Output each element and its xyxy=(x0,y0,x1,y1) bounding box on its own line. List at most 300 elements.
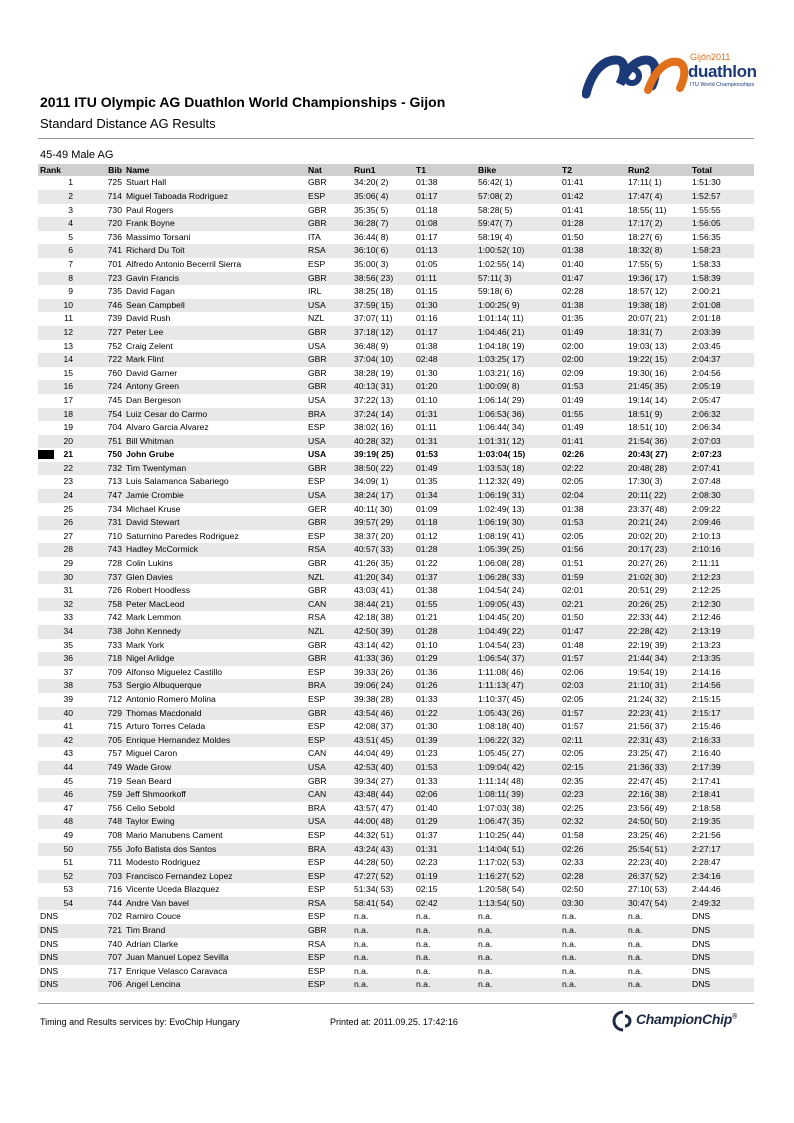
cell-t1: 01:36 xyxy=(416,666,438,677)
cell-run1: 37:22( 13) xyxy=(354,394,394,405)
cell-rank: 19 xyxy=(63,422,73,433)
cell-run2: 22:33( 44) xyxy=(628,612,668,623)
cell-total: 1:58:33 xyxy=(692,258,721,269)
cell-t2: 01:57 xyxy=(562,721,584,732)
cell-bike: 1:16:27( 52) xyxy=(478,870,525,881)
cell-bike: 59:47( 7) xyxy=(478,218,513,229)
cell-total: 2:03:45 xyxy=(692,340,721,351)
cell-t2: 02:05 xyxy=(562,693,584,704)
cell-t1: 01:17 xyxy=(416,231,438,242)
cell-nat: GER xyxy=(308,503,327,514)
cell-rank: 46 xyxy=(63,789,73,800)
table-row xyxy=(38,829,754,843)
cell-run1: 36:44( 8) xyxy=(354,231,389,242)
cell-bib: 733 xyxy=(107,639,122,650)
cell-run2: 17:17( 2) xyxy=(628,218,663,229)
cell-t1: 01:19 xyxy=(416,870,438,881)
cell-run1: 40:57( 33) xyxy=(354,544,394,555)
cell-total: 2:09:46 xyxy=(692,517,721,528)
cell-name: Bill Whitman xyxy=(126,435,174,446)
cell-bib: 710 xyxy=(107,530,122,541)
cell-t1: 01:17 xyxy=(416,326,438,337)
cell-rank: DNS xyxy=(40,938,59,949)
cell-rank: 47 xyxy=(63,802,73,813)
cell-bib: 714 xyxy=(107,191,122,201)
cell-run1: 43:03( 41) xyxy=(354,585,394,596)
cell-run1: 34:20( 2) xyxy=(354,177,389,188)
cell-t1: 01:31 xyxy=(416,843,438,854)
cell-name: Peter Lee xyxy=(126,326,164,337)
cell-t2: 02:03 xyxy=(562,680,584,691)
cell-bib: 715 xyxy=(107,721,122,732)
cell-rank: 44 xyxy=(63,761,73,772)
cell-total: DNS xyxy=(692,965,711,976)
cell-rank: 40 xyxy=(63,707,73,718)
cell-bib: 751 xyxy=(107,435,122,446)
cell-total: 2:05:47 xyxy=(692,394,721,405)
cell-name: Glen Davies xyxy=(126,571,173,582)
cell-rank: 45 xyxy=(63,775,73,786)
cell-bike: 1:01:31( 12) xyxy=(478,435,525,446)
cell-bike: 1:06:28( 33) xyxy=(478,571,525,582)
cell-run2: 18:32( 8) xyxy=(628,245,663,256)
cell-total: 2:07:48 xyxy=(692,476,721,487)
table-row xyxy=(38,843,754,857)
cell-run1: 38:24( 17) xyxy=(354,490,394,501)
cell-bike: 1:03:04( 15) xyxy=(478,449,526,460)
cell-t2: 01:58 xyxy=(562,829,584,840)
cell-nat: ESP xyxy=(308,191,326,201)
cell-run2: 22:16( 38) xyxy=(628,789,668,800)
cell-t1: 01:28 xyxy=(416,626,438,636)
cell-bike: 1:06:19( 31) xyxy=(478,490,525,501)
cell-nat: RSA xyxy=(308,897,326,908)
cell-run2: 17:11( 1) xyxy=(628,177,662,188)
cell-bike: 56:42( 1) xyxy=(478,177,513,188)
table-row xyxy=(38,652,754,666)
cell-nat: ESP xyxy=(308,965,326,976)
cell-run2: 18:51( 9) xyxy=(628,408,663,419)
cell-run2: 18:31( 7) xyxy=(628,326,663,337)
cell-run1: 35:00( 3) xyxy=(354,258,389,269)
cell-total: 2:18:41 xyxy=(692,789,721,800)
cell-bike: 1:06:53( 36) xyxy=(478,408,525,419)
col-header-bike: Bike xyxy=(478,165,497,175)
cell-nat: RSA xyxy=(308,612,326,623)
cell-bib: 738 xyxy=(107,626,122,636)
results-header-row xyxy=(38,164,754,176)
cell-t1: 01:29 xyxy=(416,653,438,664)
cell-bike: 58:28( 5) xyxy=(478,204,513,215)
cell-name: Andre Van bavel xyxy=(126,897,189,908)
cell-total: 2:13:19 xyxy=(692,626,721,636)
championchip-icon xyxy=(612,1010,634,1032)
cell-t1: 01:30 xyxy=(416,367,438,378)
cell-name: Angel Lencina xyxy=(126,979,181,990)
cell-run2: 20:21( 24) xyxy=(628,517,668,528)
cell-bib: 739 xyxy=(107,313,122,324)
cell-name: Alfonso Miguelez Castillo xyxy=(126,666,223,677)
cell-run2: 19:38( 18) xyxy=(628,299,668,310)
cell-rank: 43 xyxy=(63,748,73,759)
cell-run2: 19:03( 13) xyxy=(628,340,668,351)
cell-run2: 17:55( 5) xyxy=(628,258,663,269)
cell-total: 2:44:46 xyxy=(692,884,721,895)
cell-bike: 1:03:21( 16) xyxy=(478,367,525,378)
cell-total: 2:09:22 xyxy=(692,503,721,514)
cell-nat: GBR xyxy=(308,707,327,718)
cell-bib: 755 xyxy=(107,843,122,854)
cell-nat: GBR xyxy=(308,367,327,378)
cell-t2: 01:40 xyxy=(562,258,584,269)
cell-t2: 02:26 xyxy=(562,843,584,854)
cell-bib: 745 xyxy=(107,394,122,405)
cell-rank: 8 xyxy=(68,272,73,283)
cell-name: Peter MacLeod xyxy=(126,598,185,609)
cell-t2: 01:42 xyxy=(562,191,584,201)
cell-t1: 01:33 xyxy=(416,775,438,786)
cell-rank: DNS xyxy=(40,979,59,990)
cell-rank: 10 xyxy=(63,299,73,310)
cell-total: DNS xyxy=(692,979,711,990)
cell-t1: 01:53 xyxy=(416,449,438,460)
cell-t1: 01:37 xyxy=(416,829,438,840)
cell-bike: 1:06:14( 29) xyxy=(478,394,525,405)
cell-t1: 01:38 xyxy=(416,340,438,351)
cell-bib: 729 xyxy=(107,707,122,718)
cell-bib: 713 xyxy=(107,476,122,487)
cell-t1: 01:12 xyxy=(416,530,438,541)
cell-run1: n.a. xyxy=(354,938,369,949)
cell-run1: 38:25( 18) xyxy=(354,286,394,297)
cell-nat: BRA xyxy=(308,802,326,813)
cell-bib: 744 xyxy=(107,897,122,908)
cell-run2: 18:51( 10) xyxy=(628,422,668,433)
cell-t2: 02:11 xyxy=(562,734,583,745)
cell-name: Luiz Cesar do Carmo xyxy=(126,408,208,419)
cell-bib: 756 xyxy=(107,802,122,813)
cell-nat: NZL xyxy=(308,626,325,636)
highlight-marker xyxy=(38,450,54,459)
cell-t2: n.a. xyxy=(562,911,577,922)
cell-name: Enrique Velasco Caravaca xyxy=(126,965,228,976)
cell-rank: 38 xyxy=(63,680,73,691)
cell-run1: 44:28( 50) xyxy=(354,857,394,868)
cell-rank: 39 xyxy=(63,693,73,704)
cell-run2: 21:54( 36) xyxy=(628,435,668,446)
cell-t2: n.a. xyxy=(562,952,577,963)
cell-t1: 01:05 xyxy=(416,258,438,269)
footer-divider xyxy=(38,1003,754,1004)
cell-run1: 43:48( 44) xyxy=(354,789,394,800)
cell-run2: 21:02( 30) xyxy=(628,571,668,582)
cell-bike: 1:05:45( 27) xyxy=(478,748,525,759)
cell-bike: 1:00:25( 9) xyxy=(478,299,520,310)
cell-total: 2:01:08 xyxy=(692,299,721,310)
cell-total: 1:58:39 xyxy=(692,272,721,283)
cell-t2: 02:01 xyxy=(562,585,584,596)
cell-t1: 01:38 xyxy=(416,177,438,188)
cell-bib: 728 xyxy=(107,558,122,569)
table-row xyxy=(38,693,754,707)
cell-run1: 40:11( 30) xyxy=(354,503,393,514)
cell-nat: USA xyxy=(308,449,327,460)
cell-name: Gavin Francis xyxy=(126,272,180,283)
cell-t2: 02:32 xyxy=(562,816,584,827)
cell-name: Nigel Arlidge xyxy=(126,653,175,664)
cell-name: Stuart Hall xyxy=(126,177,167,188)
cell-run1: n.a. xyxy=(354,979,369,990)
cell-nat: RSA xyxy=(308,544,326,555)
cell-name: Paul Rogers xyxy=(126,204,174,215)
cell-run2: 21:24( 32) xyxy=(628,693,668,704)
cell-run2: 21:45( 35) xyxy=(628,381,668,392)
table-row xyxy=(38,285,754,299)
cell-run2: 22:23( 41) xyxy=(628,707,668,718)
cell-total: 2:07:41 xyxy=(692,462,721,473)
cell-run2: 23:56( 49) xyxy=(628,802,668,813)
table-row xyxy=(38,639,754,653)
cell-name: Francisco Fernandez Lopez xyxy=(126,870,233,881)
cell-name: Mario Manubens Cament xyxy=(126,829,223,840)
cell-run1: 43:24( 43) xyxy=(354,843,394,854)
logo-subtitle: ITU World Championships xyxy=(690,82,755,88)
cell-t1: 01:38 xyxy=(416,585,438,596)
cell-t1: 02:48 xyxy=(416,354,438,365)
cell-t2: 02:00 xyxy=(562,340,584,351)
table-row xyxy=(38,679,754,693)
col-header-name: Name xyxy=(126,165,150,175)
table-row xyxy=(38,924,754,938)
table-row xyxy=(38,707,754,721)
cell-rank: 28 xyxy=(63,544,73,555)
cell-run1: 41:20( 34) xyxy=(354,571,394,582)
cell-t2: 02:23 xyxy=(562,789,584,800)
cell-run1: 39:19( 25) xyxy=(354,449,394,460)
cell-t2: 01:47 xyxy=(562,272,584,283)
cell-bike: 1:01:14( 11) xyxy=(478,313,524,324)
results-body xyxy=(38,176,754,992)
cell-nat: GBR xyxy=(308,354,327,365)
col-header-total: Total xyxy=(692,165,712,175)
cell-t2: n.a. xyxy=(562,979,577,990)
cell-bib: 721 xyxy=(107,925,122,936)
cell-t2: 01:41 xyxy=(562,435,584,446)
cell-total: 2:18:58 xyxy=(692,802,721,813)
cell-bib: 759 xyxy=(107,789,122,800)
cell-t1: 01:09 xyxy=(416,503,438,514)
cell-bib: 742 xyxy=(107,612,122,623)
cell-t2: 01:53 xyxy=(562,517,584,528)
cell-run1: 41:33( 36) xyxy=(354,653,394,664)
cell-t2: 02:28 xyxy=(562,870,584,881)
cell-bib: 746 xyxy=(107,299,122,310)
cell-bike: 1:08:18( 40) xyxy=(478,721,525,732)
cell-run2: 17:30( 3) xyxy=(628,476,663,487)
cell-run2: 30:47( 54) xyxy=(628,897,668,908)
cell-rank: 6 xyxy=(68,245,73,256)
cell-t2: 01:59 xyxy=(562,571,584,582)
cell-t1: 01:30 xyxy=(416,299,438,310)
table-row xyxy=(38,720,754,734)
cell-run2: 25:54( 51) xyxy=(628,843,668,854)
cell-nat: ESP xyxy=(308,422,326,433)
cell-bike: 1:04:54( 23) xyxy=(478,639,525,650)
table-row xyxy=(38,747,754,761)
cell-t2: 01:38 xyxy=(562,503,584,514)
cell-run2: 20:17( 23) xyxy=(628,544,668,555)
table-row xyxy=(38,204,754,218)
cell-nat: GBR xyxy=(308,272,327,283)
cell-t2: 02:09 xyxy=(562,367,584,378)
cell-bib: 731 xyxy=(107,517,122,528)
table-row xyxy=(38,965,754,979)
cell-t2: 01:47 xyxy=(562,626,584,636)
table-row xyxy=(38,312,754,326)
cell-nat: ESP xyxy=(308,258,326,269)
cell-run2: 19:14( 14) xyxy=(628,394,668,405)
cell-rank: 52 xyxy=(63,870,73,881)
cell-bib: 701 xyxy=(107,258,122,269)
table-row xyxy=(38,326,754,340)
cell-run2: 19:22( 15) xyxy=(628,354,668,365)
cell-total: 2:13:35 xyxy=(692,653,721,664)
cell-name: Richard Du Toit xyxy=(126,245,185,256)
cell-run1: 38:44( 21) xyxy=(354,598,394,609)
table-row xyxy=(38,897,754,911)
cell-nat: RSA xyxy=(308,245,326,256)
championchip-logo xyxy=(612,1008,762,1034)
cell-total: 2:10:13 xyxy=(692,530,721,541)
cell-rank: 54 xyxy=(63,897,73,908)
col-header-run2: Run2 xyxy=(628,165,650,175)
cell-t2: 01:35 xyxy=(562,313,584,324)
cell-nat: GBR xyxy=(308,381,327,392)
cell-nat: USA xyxy=(308,761,326,772)
cell-rank: 9 xyxy=(68,286,73,297)
cell-bike: n.a. xyxy=(478,938,493,949)
cell-name: David Garner xyxy=(126,367,178,378)
cell-rank: 51 xyxy=(63,857,73,868)
cell-t2: n.a. xyxy=(562,925,577,936)
cell-total: 1:58:23 xyxy=(692,245,721,256)
cell-bike: 57:11( 3) xyxy=(478,272,512,283)
cell-t2: 02:15 xyxy=(562,761,584,772)
cell-total: 2:06:32 xyxy=(692,408,721,419)
cell-t2: 01:38 xyxy=(562,299,584,310)
cell-total: 1:51:30 xyxy=(692,177,721,188)
table-row xyxy=(38,244,754,258)
cell-bike: 1:08:19( 41) xyxy=(478,530,525,541)
cell-name: Jeff Shmoorkoff xyxy=(126,789,186,800)
cell-run2: n.a. xyxy=(628,911,643,922)
cell-t1: 01:29 xyxy=(416,816,438,827)
cell-nat: ESP xyxy=(308,979,326,990)
cell-run1: 35:06( 4) xyxy=(354,191,389,201)
cell-bib: 740 xyxy=(107,938,122,949)
cell-t1: 02:23 xyxy=(416,857,438,868)
cell-nat: ESP xyxy=(308,857,326,868)
cell-t2: 01:48 xyxy=(562,639,584,650)
cell-nat: GBR xyxy=(308,775,327,786)
cell-bike: 1:06:47( 35) xyxy=(478,816,525,827)
cell-rank: 5 xyxy=(68,231,73,242)
table-row xyxy=(38,435,754,449)
col-header-nat: Nat xyxy=(308,165,322,175)
cell-bib: 716 xyxy=(107,884,122,895)
cell-t2: 01:49 xyxy=(562,422,584,433)
cell-total: 2:07:23 xyxy=(692,449,722,460)
table-row xyxy=(38,217,754,231)
cell-total: 2:04:37 xyxy=(692,354,721,365)
cell-bike: 1:08:11( 39) xyxy=(478,789,524,800)
cell-bike: 1:05:39( 25) xyxy=(478,544,525,555)
cell-name: Craig Zelent xyxy=(126,340,173,351)
cell-run2: 17:47( 4) xyxy=(628,191,663,201)
cell-run1: 41:26( 35) xyxy=(354,558,394,569)
cell-t2: 02:33 xyxy=(562,857,584,868)
cell-nat: IRL xyxy=(308,286,322,297)
cell-rank: 49 xyxy=(63,829,73,840)
cell-bib: 704 xyxy=(107,422,122,433)
cell-bib: 735 xyxy=(107,286,122,297)
cell-rank: 23 xyxy=(63,476,73,487)
cell-run2: 23:37( 48) xyxy=(628,503,668,514)
cell-bike: 1:11:08( 46) xyxy=(478,666,524,677)
table-row xyxy=(38,340,754,354)
cell-run1: 42:08( 37) xyxy=(354,721,394,732)
cell-name: Colin Lukins xyxy=(126,558,173,569)
cell-name: Alfredo Antonio Becerril Sierra xyxy=(126,258,242,269)
cell-bike: 1:04:45( 20) xyxy=(478,612,525,623)
cell-name: Antonio Romero Molina xyxy=(126,693,216,704)
cell-t2: n.a. xyxy=(562,938,577,949)
cell-total: 2:04:56 xyxy=(692,367,721,378)
cell-total: 2:15:15 xyxy=(692,693,721,704)
cell-name: David Fagan xyxy=(126,286,175,297)
cell-t1: 01:55 xyxy=(416,598,438,609)
cell-bib: 748 xyxy=(107,816,122,827)
cell-name: Modesto Rodriguez xyxy=(126,857,201,868)
cell-rank: 22 xyxy=(63,462,73,473)
cell-run1: 47:27( 52) xyxy=(354,870,394,881)
cell-run2: 26:37( 52) xyxy=(628,870,668,881)
cell-name: Sean Beard xyxy=(126,775,172,786)
cell-bib: 720 xyxy=(107,218,122,229)
cell-rank: 29 xyxy=(63,558,73,569)
cell-t1: 01:49 xyxy=(416,462,438,473)
table-row xyxy=(38,408,754,422)
cell-nat: ESP xyxy=(308,530,326,541)
cell-nat: BRA xyxy=(308,680,326,691)
cell-run2: 20:27( 26) xyxy=(628,558,668,569)
cell-t1: n.a. xyxy=(416,965,431,976)
cell-total: DNS xyxy=(692,938,711,949)
table-row xyxy=(38,421,754,435)
cell-t2: 01:56 xyxy=(562,544,584,555)
cell-t1: 01:39 xyxy=(416,734,438,745)
cell-total: 2:11:11 xyxy=(692,558,720,569)
cell-bike: n.a. xyxy=(478,911,493,922)
cell-rank: 11 xyxy=(64,313,73,324)
cell-bike: 1:17:02( 53) xyxy=(478,857,525,868)
cell-total: 2:49:32 xyxy=(692,897,721,908)
cell-run1: 43:54( 46) xyxy=(354,707,394,718)
cell-run1: 36:10( 6) xyxy=(354,245,389,256)
cell-name: Robert Hoodless xyxy=(126,585,191,596)
page-subtitle: Standard Distance AG Results xyxy=(40,116,216,131)
cell-total: 2:17:41 xyxy=(692,775,721,786)
